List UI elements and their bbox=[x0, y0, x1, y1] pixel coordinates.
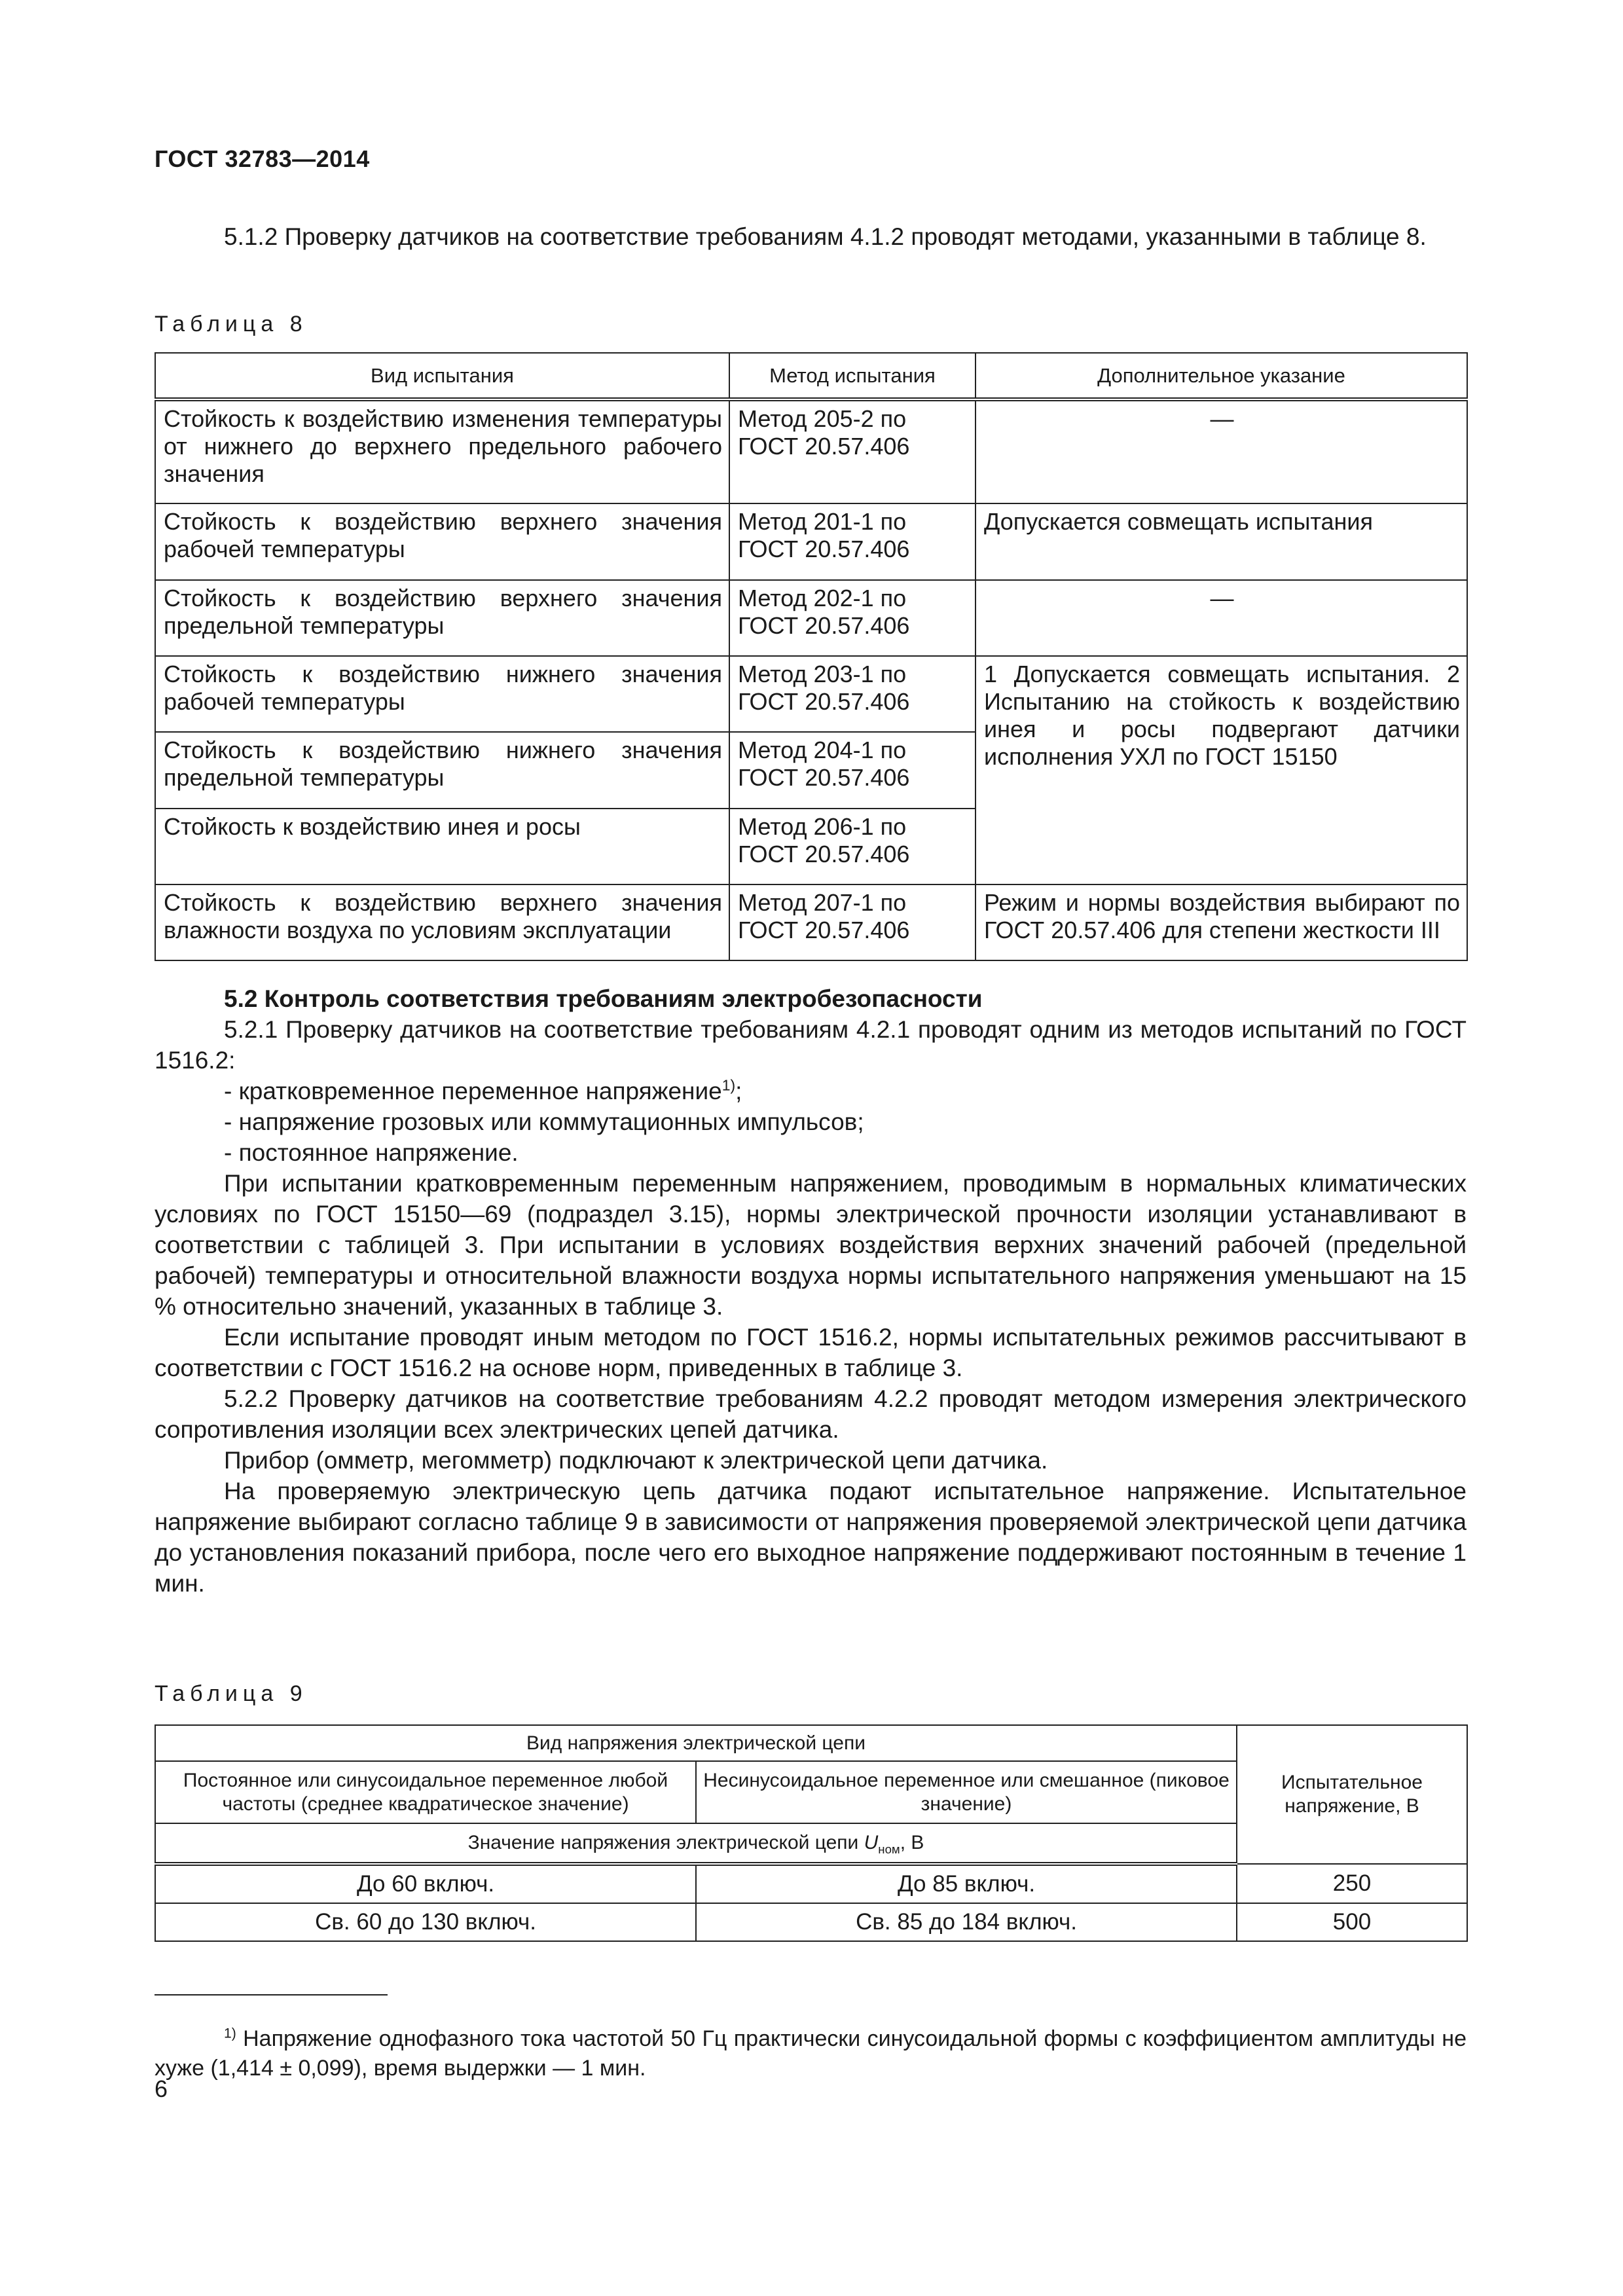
footnote-text: Напряжение однофазного тока частотой 50 Гц практически синусоидальной формы с коэффициентом амплитуды не хуже (1,414 ± 0,099), время выдержки — 1 мин. bbox=[155, 2026, 1467, 2081]
table-cell: 500 bbox=[1237, 1903, 1467, 1941]
table-9-header-nonsinusoidal: Несинусоидальное переменное или смешанное (пиковое значение) bbox=[696, 1761, 1237, 1823]
table-cell-method: Метод 203-1 по ГОСТ 20.57.406 bbox=[729, 656, 976, 732]
paragraph-5-2-1: 5.2.1 Проверку датчиков на соответствие требованиям 4.2.1 проводят одним из методов испытаний по ГОСТ 1516.2: bbox=[155, 1016, 1467, 1074]
table-cell-method: Метод 204-1 по ГОСТ 20.57.406 bbox=[729, 732, 976, 809]
table-9-group-header: Вид напряжения электрической цепи bbox=[155, 1725, 1237, 1761]
document-header: ГОСТ 32783—2014 bbox=[155, 145, 370, 172]
table-9-value-header: Значение напряжения электрической цепи $U_{ном}$, В bbox=[155, 1823, 1237, 1864]
table-cell-test: Стойкость к воздействию инея и росы bbox=[155, 809, 729, 884]
table-cell-test: Стойкость к воздействию изменения температуры от нижнего до верхнего предельного рабочего значения bbox=[155, 399, 729, 503]
footnote bbox=[155, 2024, 1467, 2083]
list-item: - постоянное напряжение. bbox=[224, 1139, 519, 1166]
table-cell: До 60 включ. bbox=[155, 1864, 696, 1903]
table-cell: Св. 60 до 130 включ. bbox=[155, 1903, 696, 1941]
table-row bbox=[155, 503, 1467, 580]
footnote-ref[interactable]: 1) bbox=[721, 1076, 736, 1094]
table-cell-test: Стойкость к воздействию верхнего значения предельной температуры bbox=[155, 580, 729, 656]
table-9-header-sinusoidal: Постоянное или синусоидальное переменное любой частоты (среднее квадратическое значение) bbox=[155, 1761, 696, 1823]
section-5-2 bbox=[155, 983, 1467, 1599]
paragraph-instrument: Прибор (омметр, мегомметр) подключают к электрической цепи датчика. bbox=[224, 1447, 1048, 1474]
table-cell-note: Допускается совмещать испытания bbox=[976, 503, 1467, 580]
table-cell-note: — bbox=[976, 580, 1467, 656]
table-cell-note: 1 Допускается совмещать испытания. 2 Испытанию на стойкость к воздействию инея и росы подвергают датчики исполнения УХЛ по ГОСТ 15150 bbox=[976, 656, 1467, 884]
list-item: - напряжение грозовых или коммутационных импульсов; bbox=[224, 1108, 864, 1135]
table-row bbox=[155, 580, 1467, 656]
table-cell-note: Режим и нормы воздействия выбирают по ГОСТ 20.57.406 для степени жесткости III bbox=[976, 884, 1467, 960]
table-cell-test: Стойкость к воздействию нижнего значения рабочей температуры bbox=[155, 656, 729, 732]
table-cell: 250 bbox=[1237, 1864, 1467, 1903]
table-cell-note: — bbox=[976, 399, 1467, 503]
table-cell-test: Стойкость к воздействию нижнего значения предельной температуры bbox=[155, 732, 729, 809]
table-8-header-row bbox=[155, 353, 1467, 399]
paragraph-5-1-2: 5.1.2 Проверку датчиков на соответствие требованиям 4.1.2 проводят методами, указанными в таблице 8. bbox=[224, 223, 1427, 250]
table-9-header-row bbox=[155, 1725, 1467, 1761]
table-cell-method: Метод 205-2 по ГОСТ 20.57.406 bbox=[729, 399, 976, 503]
table-cell: До 85 включ. bbox=[696, 1864, 1237, 1903]
list-item-suffix: ; bbox=[735, 1078, 742, 1104]
paragraph-test-conditions: При испытании кратковременным переменным напряжением, проводимым в нормальных климатических условиях по ГОСТ 15150—69 (подраздел 3.15), нормы электрической прочности изоляции устанавливают в соответствии с таблицей 3. При испытании в условиях воздействия верхних значений рабочей (предельной рабочей) температуры и относительной влажности воздуха нормы испытательного напряжения уменьшают на 15 % относительно значений, указанных в таблице 3. bbox=[155, 1170, 1467, 1320]
table-cell-method: Метод 202-1 по ГОСТ 20.57.406 bbox=[729, 580, 976, 656]
table-cell-method: Метод 207-1 по ГОСТ 20.57.406 bbox=[729, 884, 976, 960]
paragraph-5-2-2: 5.2.2 Проверку датчиков на соответствие требованиям 4.2.2 проводят методом измерения электрического сопротивления изоляции всех электрических цепей датчика. bbox=[155, 1385, 1467, 1443]
footnote-mark: 1) bbox=[224, 2026, 236, 2041]
table-9-header-test-voltage: Испытательное напряжение, В bbox=[1237, 1725, 1467, 1864]
table-8-header-test: Вид испытания bbox=[155, 353, 729, 399]
table-8-header-method: Метод испытания bbox=[729, 353, 976, 399]
table-row bbox=[155, 884, 1467, 960]
table-cell-method: Метод 206-1 по ГОСТ 20.57.406 bbox=[729, 809, 976, 884]
table-row bbox=[155, 399, 1467, 503]
paragraph-other-method: Если испытание проводят иным методом по ГОСТ 1516.2, нормы испытательных режимов рассчитывают в соответствии с ГОСТ 1516.2 на основе норм, приведенных в таблице 3. bbox=[155, 1324, 1467, 1381]
table-row bbox=[155, 656, 1467, 732]
table-cell-method: Метод 201-1 по ГОСТ 20.57.406 bbox=[729, 503, 976, 580]
list-item-text: - кратковременное переменное напряжение bbox=[224, 1078, 722, 1104]
section-5-2-title: 5.2 Контроль соответствия требованиям электробезопасности bbox=[224, 985, 983, 1012]
page-number: 6 bbox=[155, 2075, 168, 2102]
table-cell-test: Стойкость к воздействию верхнего значения рабочей температуры bbox=[155, 503, 729, 580]
table-8-caption: Таблица 8 bbox=[155, 312, 308, 337]
table-row bbox=[155, 1903, 1467, 1941]
paragraph-test-voltage: На проверяемую электрическую цепь датчика подают испытательное напряжение. Испытательное напряжение выбирают согласно таблице 9 в зависимости от напряжения проверяемой электрической цепи датчика до установления показаний прибора, после чего его выходное напряжение поддерживают постоянным в течение 1 мин. bbox=[155, 1478, 1467, 1597]
list-item bbox=[155, 1076, 1467, 1106]
table-9 bbox=[155, 1724, 1468, 1942]
table-9-caption: Таблица 9 bbox=[155, 1681, 308, 1706]
table-cell: Св. 85 до 184 включ. bbox=[696, 1903, 1237, 1941]
table-8-header-note: Дополнительное указание bbox=[976, 353, 1467, 399]
table-8 bbox=[155, 352, 1468, 961]
footnote-separator bbox=[155, 1994, 388, 1995]
table-cell-test: Стойкость к воздействию верхнего значения влажности воздуха по условиям эксплуатации bbox=[155, 884, 729, 960]
table-row bbox=[155, 1864, 1467, 1903]
